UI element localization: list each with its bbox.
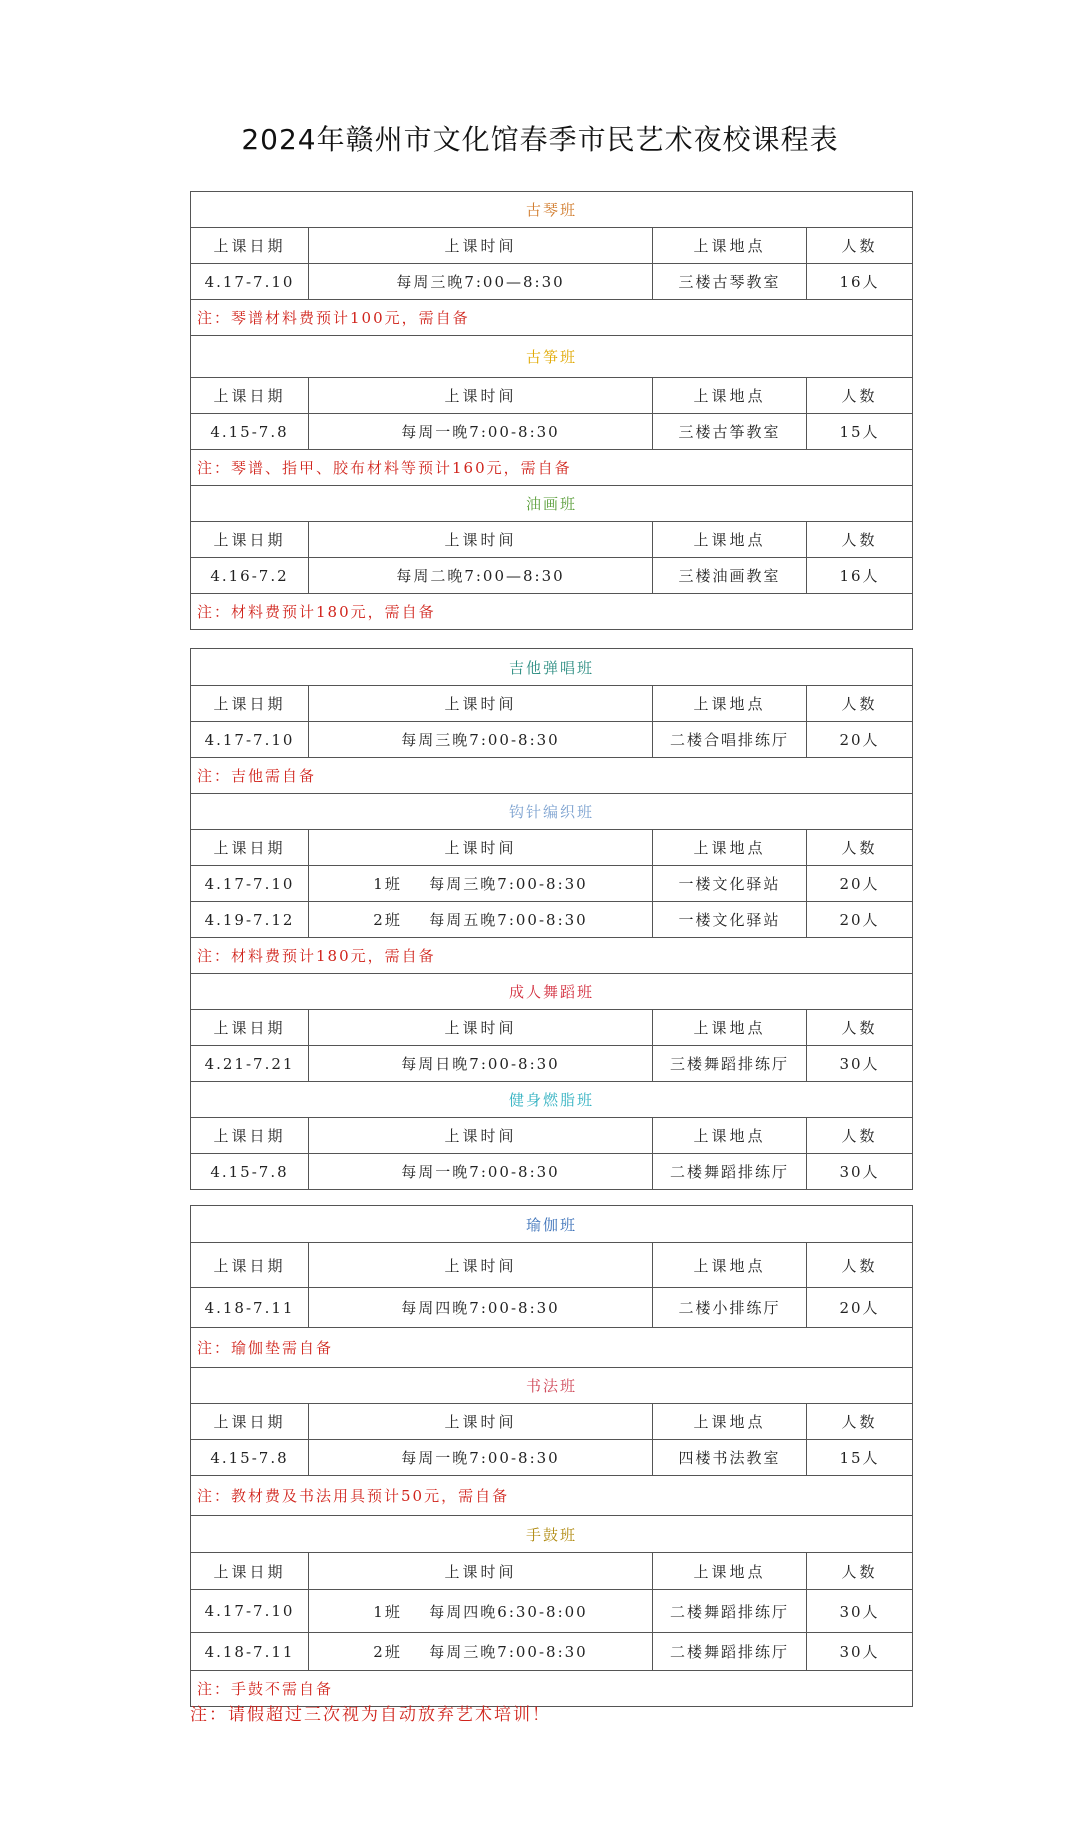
column-header-time: 上课时间 [308, 521, 652, 557]
column-header-time: 上课时间 [308, 1552, 652, 1589]
cell-time [308, 1045, 652, 1081]
column-header-time: 上课时间 [308, 1009, 652, 1045]
cell-count: 16人 [806, 557, 912, 593]
cell-date: 4.17-7.10 [191, 721, 308, 757]
column-header-time: 上课时间 [308, 1403, 652, 1439]
course-title: 成人舞蹈班 [191, 973, 912, 1009]
cell-time [308, 721, 652, 757]
cell-count: 30人 [806, 1153, 912, 1189]
schedule-table-3 [190, 1205, 913, 1707]
cell-class-number: 1班 [373, 875, 402, 893]
column-header-time: 上课时间 [308, 227, 652, 263]
cell-class-number: 2班 [373, 911, 402, 929]
course-note: 注：吉他需自备 [191, 757, 912, 793]
column-header-date: 上课日期 [191, 1403, 308, 1439]
cell-place: 二楼舞蹈排练厅 [652, 1632, 806, 1670]
column-header-time: 上课时间 [308, 1242, 652, 1287]
column-header-date: 上课日期 [191, 829, 308, 865]
cell-time-text: 每周三晚7:00-8:30 [429, 1643, 588, 1661]
footer-note: 注：请假超过三次视为自动放弃艺术培训！ [190, 1705, 551, 1725]
course-note: 注：材料费预计180元，需自备 [191, 937, 912, 973]
cell-time-text: 每周一晚7:00-8:30 [401, 1163, 560, 1181]
course-title: 古筝班 [191, 335, 912, 377]
cell-count: 16人 [806, 263, 912, 299]
cell-place: 二楼小排练厅 [652, 1287, 806, 1327]
column-header-place: 上课地点 [652, 1403, 806, 1439]
column-header-place: 上课地点 [652, 1552, 806, 1589]
course-title: 油画班 [191, 485, 912, 521]
cell-time-text: 每周五晚7:00-8:30 [429, 911, 588, 929]
cell-date: 4.17-7.10 [191, 263, 308, 299]
column-header-date: 上课日期 [191, 685, 308, 721]
course-title: 吉他弹唱班 [508, 658, 594, 677]
cell-time-text: 每周三晚7:00-8:30 [429, 875, 588, 893]
cell-place: 二楼合唱排练厅 [652, 721, 806, 757]
cell-time-text: 每周四晚7:00-8:30 [401, 1299, 560, 1317]
column-header-count: 人数 [806, 1552, 912, 1589]
column-header-place: 上课地点 [652, 829, 806, 865]
column-header-date: 上课日期 [191, 1552, 308, 1589]
cell-place: 三楼舞蹈排练厅 [652, 1045, 806, 1081]
course-title: 钩针编织班 [191, 793, 912, 829]
column-header-count: 人数 [806, 685, 912, 721]
schedule-table-1 [190, 191, 913, 630]
cell-count: 15人 [806, 413, 912, 449]
cell-date: 4.15-7.8 [191, 1153, 308, 1189]
column-header-place: 上课地点 [652, 1117, 806, 1153]
cell-time [308, 1632, 652, 1670]
course-title: 健身燃脂班 [191, 1081, 912, 1117]
column-header-date: 上课日期 [191, 1009, 308, 1045]
course-note: 注：琴谱、指甲、胶布材料等预计160元，需自备 [191, 449, 912, 485]
cell-count: 20人 [806, 721, 912, 757]
cell-time [308, 1439, 652, 1475]
cell-time-text: 每周二晚7:00—8:30 [396, 567, 565, 585]
cell-count: 30人 [806, 1045, 912, 1081]
column-header-count: 人数 [806, 227, 912, 263]
course-title: 古琴班 [525, 201, 577, 219]
cell-time [308, 901, 652, 937]
column-header-date: 上课日期 [191, 521, 308, 557]
cell-count: 20人 [806, 1287, 912, 1327]
cell-time-text: 每周一晚7:00-8:30 [401, 1449, 560, 1467]
cell-date: 4.18-7.11 [191, 1632, 308, 1670]
column-header-count: 人数 [806, 1403, 912, 1439]
cell-date: 4.17-7.10 [191, 865, 308, 901]
cell-count: 15人 [806, 1439, 912, 1475]
course-note: 注：材料费预计180元，需自备 [191, 593, 912, 629]
cell-class-number: 2班 [373, 1643, 402, 1661]
cell-time [308, 413, 652, 449]
column-header-count: 人数 [806, 521, 912, 557]
cell-place: 二楼舞蹈排练厅 [652, 1589, 806, 1632]
cell-date: 4.15-7.8 [191, 413, 308, 449]
cell-count: 20人 [806, 865, 912, 901]
course-note: 注：教材费及书法用具预计50元，需自备 [191, 1475, 912, 1515]
cell-time-text: 每周日晚7:00-8:30 [401, 1055, 560, 1073]
cell-time [308, 1153, 652, 1189]
course-note: 注：琴谱材料费预计100元，需自备 [191, 299, 912, 335]
column-header-count: 人数 [806, 1242, 912, 1287]
cell-place: 一楼文化驿站 [652, 865, 806, 901]
cell-date: 4.16-7.2 [191, 557, 308, 593]
cell-place: 三楼古琴教室 [652, 263, 806, 299]
cell-time [308, 1589, 652, 1632]
cell-class-number: 1班 [373, 1602, 402, 1621]
course-title: 瑜伽班 [525, 1215, 577, 1234]
cell-place: 一楼文化驿站 [652, 901, 806, 937]
cell-count: 30人 [806, 1632, 912, 1670]
column-header-date: 上课日期 [191, 1117, 308, 1153]
course-note: 注：瑜伽垫需自备 [191, 1327, 912, 1367]
course-note: 注：手鼓不需自备 [191, 1670, 912, 1706]
column-header-place: 上课地点 [652, 521, 806, 557]
column-header-count: 人数 [806, 829, 912, 865]
cell-time-text: 每周三晚7:00—8:30 [396, 273, 565, 291]
cell-place: 四楼书法教室 [652, 1439, 806, 1475]
cell-count: 30人 [806, 1589, 912, 1632]
cell-place: 三楼古筝教室 [652, 413, 806, 449]
column-header-count: 人数 [806, 1009, 912, 1045]
cell-time-text: 每周四晚6:30-8:00 [429, 1602, 588, 1621]
cell-date: 4.18-7.11 [191, 1287, 308, 1327]
column-header-place: 上课地点 [652, 377, 806, 413]
cell-date: 4.21-7.21 [191, 1045, 308, 1081]
page-title: 2024年赣州市文化馆春季市民艺术夜校课程表 [241, 123, 839, 156]
cell-place: 三楼油画教室 [652, 557, 806, 593]
schedule-table-2 [190, 648, 913, 1190]
cell-time [308, 557, 652, 593]
column-header-date: 上课日期 [191, 1242, 308, 1287]
column-header-date: 上课日期 [191, 377, 308, 413]
column-header-time: 上课时间 [308, 829, 652, 865]
cell-count: 20人 [806, 901, 912, 937]
column-header-time: 上课时间 [308, 685, 652, 721]
cell-time-text: 每周三晚7:00-8:30 [401, 731, 560, 749]
cell-date: 4.19-7.12 [191, 901, 308, 937]
cell-place: 二楼舞蹈排练厅 [652, 1153, 806, 1189]
course-title: 书法班 [191, 1367, 912, 1403]
column-header-place: 上课地点 [652, 685, 806, 721]
column-header-place: 上课地点 [652, 1242, 806, 1287]
column-header-time: 上课时间 [308, 377, 652, 413]
cell-time [308, 263, 652, 299]
column-header-time: 上课时间 [308, 1117, 652, 1153]
column-header-count: 人数 [806, 377, 912, 413]
cell-time [308, 865, 652, 901]
column-header-place: 上课地点 [652, 227, 806, 263]
column-header-count: 人数 [806, 1117, 912, 1153]
cell-date: 4.17-7.10 [191, 1589, 308, 1632]
column-header-date: 上课日期 [191, 227, 308, 263]
cell-time [308, 1287, 652, 1327]
cell-date: 4.15-7.8 [191, 1439, 308, 1475]
column-header-place: 上课地点 [652, 1009, 806, 1045]
cell-time-text: 每周一晚7:00-8:30 [401, 423, 560, 441]
course-title: 手鼓班 [191, 1515, 912, 1552]
